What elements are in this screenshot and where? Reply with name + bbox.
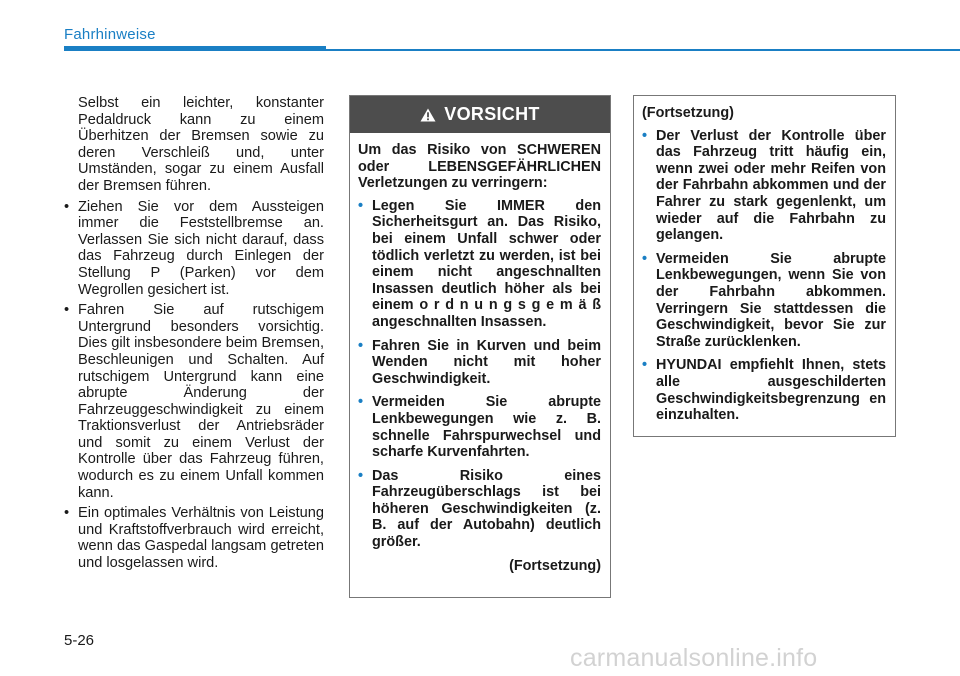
intro-paragraph: Selbst ein leichter, konstanter Pedaldruck kann zu einem Überhitzen der Bremsen sowie zu deren Verschleiß und, unter Umständen, sogar zu einem Ausfall der Bremsen führen. bbox=[78, 95, 324, 194]
continued-label: (Fortsetzung) bbox=[509, 557, 601, 574]
list-item: • Der Verlust der Kontrolle über das Fahrzeug tritt häufig ein, wenn zwei oder mehr Reifen von der Fahrbahn abkommen und der Fahrer zu stark gegenlenkt, um wieder auf die Fahrbahn zu gelangen. bbox=[642, 128, 886, 244]
list-item: • Ziehen Sie vor dem Aussteigen immer die Feststellbremse an. Verlassen Sie sich nicht darauf, dass das Fahrzeug durch Einlegen der Stellung P (Parken) vor dem Wegrollen gesichert ist. bbox=[64, 199, 324, 299]
header-rule-thick bbox=[64, 46, 326, 51]
caution-body bbox=[350, 133, 610, 574]
watermark: carmanualsonline.info bbox=[570, 644, 818, 672]
caution-box bbox=[349, 95, 611, 598]
list-item: • HYUNDAI empfiehlt Ihnen, stets alle ausgeschilderten Geschwindigkeitsbegrenzung en einzuhalten. bbox=[642, 357, 886, 423]
continuation-heading: (Fortsetzung) bbox=[642, 105, 734, 121]
continuation-box bbox=[633, 95, 896, 437]
section-title: Fahrhinweise bbox=[64, 26, 156, 43]
caution-header bbox=[350, 96, 610, 133]
left-bullet-list bbox=[64, 199, 324, 572]
list-item: • Vermeiden Sie abrupte Lenkbewegungen wie z. B. schnelle Fahrspurwechsel und scharfe Kurvenfahrten. bbox=[358, 394, 601, 460]
warning-triangle-icon bbox=[420, 108, 436, 122]
page-number: 5-26 bbox=[64, 632, 95, 649]
caution-intro: Um das Risiko von SCHWEREN oder LEBENSGEFÄHRLICHEN Verletzungen zu verringern: bbox=[358, 142, 601, 192]
list-item: • Fahren Sie auf rutschigem Untergrund besonders vorsichtig. Dies gilt insbesondere beim Bremsen, Beschleunigen und Schalten. Auf rutschigem Untergrund kann eine abrupte Änderung der Fahrzeuggeschwindigkeit zu einem Traktionsverlust der Antriebsräder und somit zu einem Verlust der Kontrolle über das Fahrzeug führen, wodurch es zu einem Unfall kommen kann. bbox=[64, 302, 324, 501]
continuation-bullet-list bbox=[642, 128, 886, 424]
header-rule-thin bbox=[326, 49, 960, 51]
caution-title: VORSICHT bbox=[444, 104, 540, 124]
list-item: • Legen Sie IMMER den Sicherheitsgurt an. Das Risiko, bei einem Unfall schwer oder tödlich verletzt zu werden, ist bei einem nicht angeschnallten Insassen deutlich höher als bei einem o r d n u n g s g e m ä ß angeschnallten Insassen. bbox=[358, 198, 601, 331]
list-item: • Vermeiden Sie abrupte Lenkbewegungen, wenn Sie von der Fahrbahn abkommen. Verringern Sie stattdessen die Geschwindigkeit, bevor Sie zur Straße zurücklenken. bbox=[642, 251, 886, 351]
continuation-body bbox=[634, 96, 895, 424]
caution-bullet-list bbox=[358, 198, 601, 551]
list-item: • Ein optimales Verhältnis von Leistung und Kraftstoffverbrauch wird erreicht, wenn das Gaspedal langsam getreten und losgelassen wird. bbox=[64, 505, 324, 571]
list-item: • Fahren Sie in Kurven und beim Wenden nicht mit hoher Geschwindigkeit. bbox=[358, 338, 601, 388]
left-column bbox=[64, 95, 324, 576]
list-item: • Das Risiko eines Fahrzeugüberschlags ist bei höheren Geschwindigkeiten (z. B. auf der Autobahn) deutlich größer. bbox=[358, 468, 601, 551]
